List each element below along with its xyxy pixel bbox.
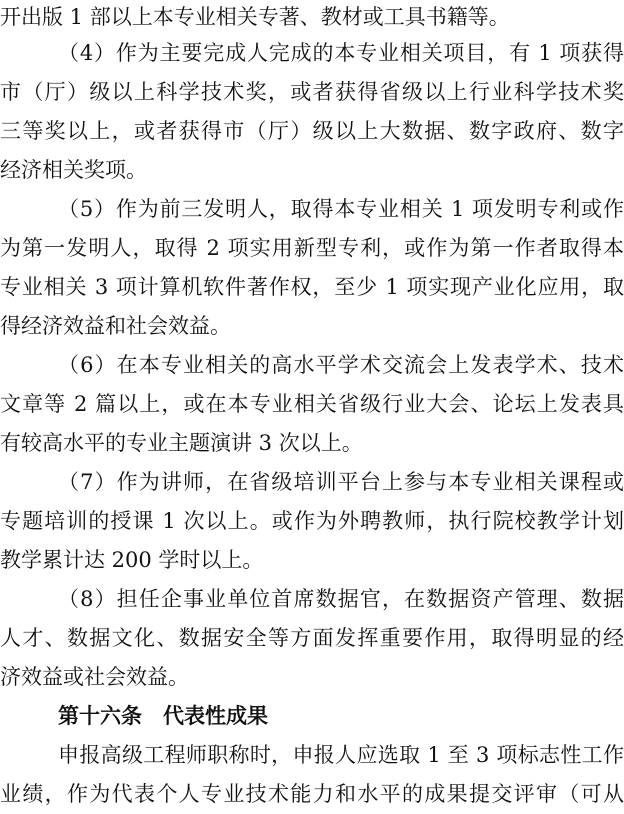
item-6-line: （6）在本专业相关的高水平学术交流会上发表学术、技术 [58, 353, 624, 377]
text-line: 专业相关 3 项计算机软件著作权，至少 1 项实现产业化应用，取 [0, 275, 624, 299]
text-line: 三等奖以上，或者获得市（厅）级以上大数据、数字政府、数字 [0, 119, 624, 143]
item-4-line: （4）作为主要完成人完成的本专业相关项目，有 1 项获得 [58, 41, 624, 65]
text-line: 经济相关奖项。 [0, 158, 147, 182]
text-line: 有较高水平的专业主题演讲 3 次以上。 [0, 431, 363, 455]
text-line: 业绩，作为代表个人专业技术能力和水平的成果提交评审（可从 [0, 782, 624, 806]
item-7-line: （7）作为讲师，在省级培训平台上参与本专业相关课程或 [58, 470, 624, 494]
text-line: 得经济效益和社会效益。 [0, 314, 231, 338]
text-line: 人才、数据文化、数据安全等方面发挥重要作用，取得明显的经 [0, 626, 624, 650]
text-line: 申报高级工程师职称时，申报人应选取 1 至 3 项标志性工作 [58, 743, 624, 767]
text-line: 专题培训的授课 1 次以上。或作为外聘教师，执行院校教学计划 [0, 509, 624, 533]
text-line: 文章等 2 篇以上，或在本专业相关省级行业大会、论坛上发表具 [0, 392, 624, 416]
article-16-heading: 第十六条 代表性成果 [58, 703, 268, 728]
item-5-line: （5）作为前三发明人，取得本专业相关 1 项发明专利或作 [58, 197, 624, 221]
text-line: 开出版 1 部以上本专业相关专著、教材或工具书籍等。 [0, 5, 510, 29]
text-line: 济效益或社会效益。 [0, 665, 189, 689]
text-line: 为第一发明人，取得 2 项实用新型专利，或作为第一作者取得本 [0, 236, 624, 260]
item-8-line: （8）担任企事业单位首席数据官，在数据资产管理、数据 [58, 587, 624, 611]
text-line: 市（厅）级以上科学技术奖，或者获得省级以上行业科学技术奖 [0, 80, 624, 104]
text-line: 教学累计达 200 学时以上。 [0, 548, 264, 572]
